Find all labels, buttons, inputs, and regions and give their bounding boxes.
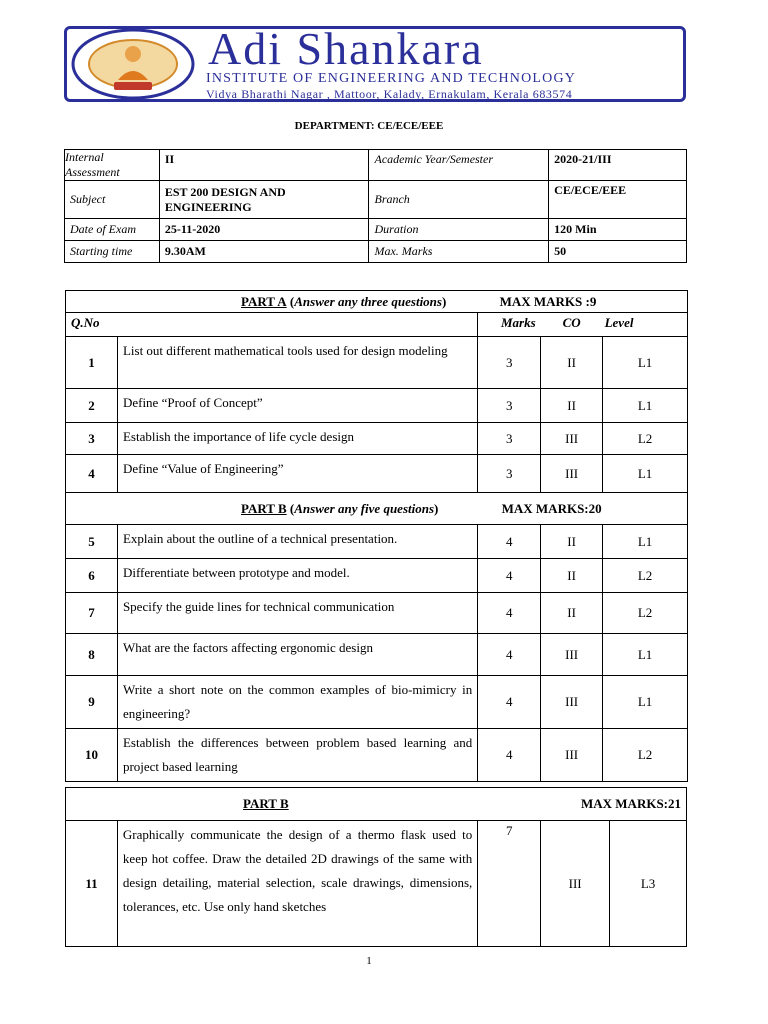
subject-label: Subject (65, 181, 160, 219)
question-marks: 3 (478, 389, 541, 423)
question-text: Write a short note on the common examples of bio-mimicry in engineering? (117, 676, 477, 729)
question-co: III (541, 455, 603, 493)
question-marks: 7 (478, 821, 541, 947)
question-row (66, 423, 688, 455)
question-row (66, 634, 688, 676)
part-a-header: PART A (Answer any three questions) MAX MARKS :9 (66, 291, 688, 313)
part-a-instruction: Answer any three questions (294, 293, 442, 309)
academic-year-value: 2020-21/III (549, 150, 687, 181)
question-level: L2 (603, 593, 688, 634)
question-number: 6 (66, 559, 118, 593)
question-marks: 3 (478, 423, 541, 455)
subject-value: EST 200 DESIGN AND ENGINEERING (159, 181, 369, 219)
institute-address: Vidya Bharathi Nagar , Mattoor, Kalady, Ernakulam, Kerala 683574 (206, 87, 573, 101)
question-co: III (541, 729, 603, 782)
duration-value: 120 Min (549, 219, 687, 241)
question-number: 3 (66, 423, 118, 455)
question-text: Explain about the outline of a technical presentation. (117, 525, 477, 559)
question-co: III (541, 423, 603, 455)
branch-label: Branch (369, 181, 549, 219)
question-text: List out different mathematical tools used for design modeling (117, 337, 477, 389)
question-text: Establish the differences between problem based learning and project based learning (117, 729, 477, 782)
question-row (66, 593, 688, 634)
question-co: III (541, 634, 603, 676)
question-number: 10 (66, 729, 118, 782)
question-number: 5 (66, 525, 118, 559)
branch-value: CE/ECE/EEE (549, 181, 687, 219)
question-text: Specify the guide lines for technical communication (117, 593, 477, 634)
max-marks-value: 50 (549, 241, 687, 263)
question-level: L2 (603, 559, 688, 593)
part-b-max-marks: MAX MARKS:20 (501, 500, 602, 516)
part-c-header (66, 788, 687, 821)
institute-name: Adi Shankara (208, 23, 484, 74)
internal-assessment-label: Internal Assessment (65, 150, 160, 181)
academic-year-label: Academic Year/Semester (369, 150, 549, 181)
question-row (66, 729, 688, 782)
question-level: L1 (603, 337, 688, 389)
question-row (66, 455, 688, 493)
question-text: Establish the importance of life cycle design (117, 423, 477, 455)
question-level: L1 (603, 455, 688, 493)
question-number: 9 (66, 676, 118, 729)
question-co: III (541, 821, 610, 947)
question-level: L3 (610, 821, 687, 947)
questions-table (65, 290, 688, 782)
question-number: 11 (66, 821, 118, 947)
part-c-title: PART B (243, 796, 289, 811)
question-text: What are the factors affecting ergonomic design (117, 634, 477, 676)
institute-seal-icon (70, 28, 196, 100)
date-value: 25-11-2020 (159, 219, 369, 241)
question-marks: 4 (478, 729, 541, 782)
part-a-max-marks: MAX MARKS :9 (499, 293, 597, 309)
question-row (66, 389, 688, 423)
department-title: DEPARTMENT: CE/ECE/EEE (294, 120, 444, 132)
question-text: Define “Value of Engineering” (117, 455, 477, 493)
question-marks: 3 (478, 337, 541, 389)
question-row (66, 821, 687, 947)
question-row (66, 525, 688, 559)
question-number: 4 (66, 455, 118, 493)
exam-info-table (64, 149, 687, 263)
col-co: CO (541, 313, 603, 337)
max-marks-label: Max. Marks (369, 241, 549, 263)
question-number: 1 (66, 337, 118, 389)
part-a-title: PART A (241, 293, 287, 309)
question-number: 7 (66, 593, 118, 634)
question-co: II (541, 593, 603, 634)
part-b-instruction: Answer any five questions (294, 500, 435, 516)
question-level: L1 (603, 634, 688, 676)
question-marks: 4 (478, 525, 541, 559)
question-level: L2 (603, 729, 688, 782)
question-text: Differentiate between prototype and model. (117, 559, 477, 593)
question-number: 2 (66, 389, 118, 423)
question-co: II (541, 525, 603, 559)
question-row (66, 676, 688, 729)
col-level: Level (603, 313, 688, 337)
question-marks: 4 (478, 559, 541, 593)
question-marks: 3 (478, 455, 541, 493)
part-c-table (65, 787, 687, 947)
col-marks: Marks (478, 313, 541, 337)
question-marks: 4 (478, 634, 541, 676)
question-level: L1 (603, 676, 688, 729)
question-text: Graphically communicate the design of a thermo flask used to keep hot coffee. Draw the detailed 2D drawings of the same with design detailing, material selection, scale drawings, dimensions, tolerances, etc. Use only hand sketches (117, 821, 477, 947)
page-number: 1 (366, 955, 372, 967)
col-qno: Q.No (66, 313, 118, 337)
question-text: Define “Proof of Concept” (117, 389, 477, 423)
question-number: 8 (66, 634, 118, 676)
date-label: Date of Exam (65, 219, 160, 241)
question-marks: 4 (478, 593, 541, 634)
part-b-header: PART B (Answer any five questions) MAX MARKS:20 (66, 493, 688, 525)
question-row (66, 337, 688, 389)
question-row (66, 559, 688, 593)
starting-time-label: Starting time (65, 241, 160, 263)
question-level: L1 (603, 389, 688, 423)
question-co: II (541, 389, 603, 423)
internal-assessment-value: II (159, 150, 369, 181)
question-level: L1 (603, 525, 688, 559)
question-marks: 4 (478, 676, 541, 729)
institute-subtitle: INSTITUTE OF ENGINEERING AND TECHNOLOGY (206, 71, 577, 86)
duration-label: Duration (369, 219, 549, 241)
question-co: III (541, 676, 603, 729)
question-co: II (541, 559, 603, 593)
part-c-max-marks: MAX MARKS:21 (580, 796, 681, 811)
starting-time-value: 9.30AM (159, 241, 369, 263)
part-b-title: PART B (241, 500, 287, 516)
question-level: L2 (603, 423, 688, 455)
question-co: II (541, 337, 603, 389)
